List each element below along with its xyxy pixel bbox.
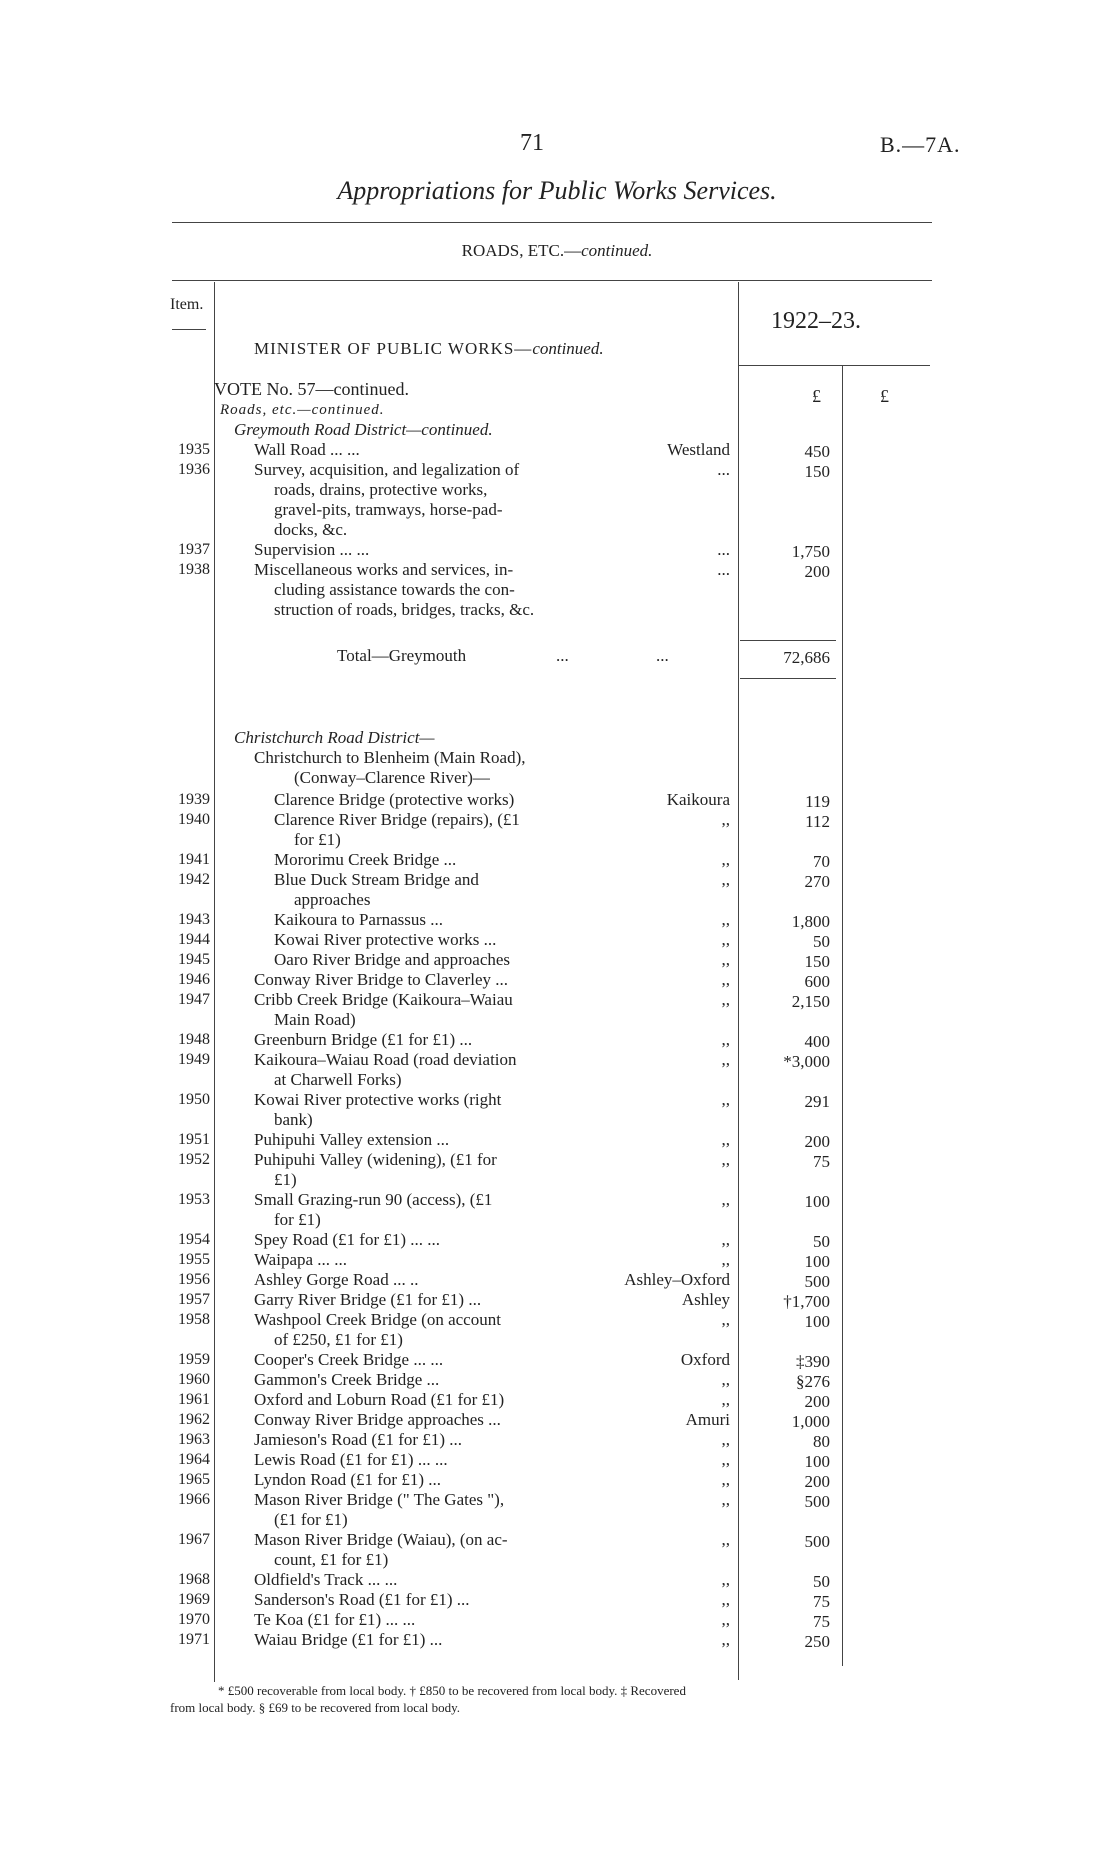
item-amount: 200 [804,562,830,581]
item-number: 1936 [178,461,210,478]
item-amount: ‡390 [796,1352,830,1371]
page-number: 71 [520,130,544,156]
year-header-rule [738,365,930,366]
item-amount: 600 [804,972,830,991]
item-location: ,, [721,1030,730,1049]
item-location: ,, [721,1390,730,1409]
item-description: Small Grazing-run 90 (access), (£1 [254,1190,493,1209]
item-location: ,, [721,1230,730,1249]
item-amount: 250 [804,1632,830,1651]
item-number: 1964 [178,1451,210,1468]
item-number: 1961 [178,1391,210,1408]
item-description: Kowai River protective works ... [274,930,497,949]
item-location: ,, [721,1630,730,1649]
footnotes-line-1: * £500 recoverable from local body. † £850 to be recovered from local body. ‡ Recovered [218,1683,686,1698]
item-column-header: Item. [170,296,204,313]
item-amount: 270 [804,872,830,891]
item-number: 1940 [178,811,210,828]
item-number: 1968 [178,1571,210,1588]
item-amount: 500 [804,1272,830,1291]
item-number: 1959 [178,1351,210,1368]
greymouth-total-rule-top [740,640,836,641]
item-description: Ashley Gorge Road ... .. [254,1270,419,1289]
item-description: Te Koa (£1 for £1) ... ... [254,1610,416,1629]
item-location: ,, [721,1150,730,1169]
minister-heading: MINISTER OF PUBLIC WORKS—continued. [254,339,604,358]
item-description: Jamieson's Road (£1 for £1) ... [254,1430,462,1449]
item-number: 1967 [178,1531,210,1548]
item-location: ,, [721,1430,730,1449]
item-location: ,, [721,1590,730,1609]
item-location: ,, [721,1370,730,1389]
item-number: 1954 [178,1231,210,1248]
item-description: Oxford and Loburn Road (£1 for £1) [254,1390,505,1409]
item-number: 1951 [178,1131,210,1148]
item-number: 1950 [178,1091,210,1108]
item-description: Miscellaneous works and services, in- [254,560,514,579]
item-description: Main Road) [274,1010,356,1029]
item-description: Washpool Creek Bridge (on account [254,1310,501,1329]
item-location: ,, [721,970,730,989]
item-amount: 100 [804,1312,830,1331]
item-description: Garry River Bridge (£1 for £1) ... [254,1290,482,1309]
item-amount: 2,150 [791,992,830,1011]
item-number: 1949 [178,1051,210,1068]
item-description: Oldfield's Track ... ... [254,1570,398,1589]
item-number: 1952 [178,1151,210,1168]
christchurch-district-heading: Christchurch Road District— [234,728,435,747]
page-title: Appropriations for Public Works Services. [337,176,777,205]
item-number: 1970 [178,1611,210,1628]
item-location: ... [717,540,730,559]
item-amount: 150 [804,462,830,481]
item-description: Lewis Road (£1 for £1) ... ... [254,1450,448,1469]
item-number: 1947 [178,991,210,1008]
item-location: ,, [721,1130,730,1149]
item-number: 1971 [178,1631,210,1648]
christchurch-route-subheading: (Conway–Clarence River)— [294,768,490,787]
item-description: (£1 for £1) [274,1510,348,1529]
currency-symbol-col2: £ [880,386,889,406]
item-amount: 1,000 [791,1412,830,1431]
item-location: ... [717,560,730,579]
item-location: ,, [721,1450,730,1469]
item-location: ,, [721,810,730,829]
greymouth-total-value: 72,686 [783,648,830,667]
item-number: 1955 [178,1251,210,1268]
item-amount: 75 [813,1612,830,1631]
item-description: for £1) [294,830,341,849]
greymouth-total-dots: ... [556,646,569,665]
item-amount: 1,800 [791,912,830,931]
item-description: Conway River Bridge approaches ... [254,1410,501,1429]
item-amount: 75 [813,1592,830,1611]
item-amount: †1,700 [783,1292,830,1311]
item-location: ,, [721,1530,730,1549]
greymouth-total-rule-bottom [740,678,836,679]
item-amount: 291 [804,1092,830,1111]
item-number: 1960 [178,1371,210,1388]
item-amount: 1,750 [791,542,830,561]
item-description: docks, &c. [274,520,348,539]
item-amount: 100 [804,1452,830,1471]
item-location: ,, [721,1250,730,1269]
item-description: gravel-pits, tramways, horse-pad- [274,500,503,519]
item-description: for £1) [274,1210,321,1229]
item-description: Spey Road (£1 for £1) ... ... [254,1230,441,1249]
table-top-rule [172,280,932,281]
item-number: 1965 [178,1471,210,1488]
item-description: Waiau Bridge (£1 for £1) ... [254,1630,443,1649]
item-number: 1941 [178,851,210,868]
item-amount: 112 [805,812,830,831]
item-description: Waipapa ... ... [254,1250,348,1269]
item-amount: 100 [804,1192,830,1211]
item-number: 1937 [178,541,210,558]
total-column-divider [842,366,843,1666]
item-location: ,, [721,930,730,949]
item-description: Oaro River Bridge and approaches [274,950,511,969]
item-number: 1946 [178,971,210,988]
item-number: 1963 [178,1431,210,1448]
item-location: Westland [667,440,730,459]
amount-column-divider [738,282,739,1680]
item-description: Cribb Creek Bridge (Kaikoura–Waiau [254,990,513,1009]
item-description: at Charwell Forks) [274,1070,402,1089]
item-location: ,, [721,870,730,889]
item-number: 1966 [178,1491,210,1508]
item-description: Lyndon Road (£1 for £1) ... [254,1470,441,1489]
item-number: 1938 [178,561,210,578]
item-number: 1945 [178,951,210,968]
section-title: ROADS, ETC.—continued. [461,241,653,260]
item-description: Blue Duck Stream Bridge and [274,870,479,889]
item-amount: 50 [813,1232,830,1251]
item-amount: 80 [813,1432,830,1451]
document-reference: B.—7A. [880,132,961,157]
item-amount: 450 [804,442,830,461]
item-description: Mason River Bridge (" The Gates "), [254,1490,505,1509]
item-description: of £250, £1 for £1) [274,1330,403,1349]
item-number: 1969 [178,1591,210,1608]
currency-symbol-col1: £ [812,386,821,406]
item-amount: 75 [813,1152,830,1171]
item-amount: 50 [813,932,830,951]
item-location: ,, [721,990,730,1009]
greymouth-total-dots2: ... [656,646,669,665]
item-number: 1953 [178,1191,210,1208]
item-description: Sanderson's Road (£1 for £1) ... [254,1590,470,1609]
item-number: 1957 [178,1291,210,1308]
item-amount: 200 [804,1392,830,1411]
item-description: Kaikoura to Parnassus ... [274,910,444,929]
item-amount: 50 [813,1572,830,1591]
item-column-divider [214,282,215,1682]
footnotes-line-2: from local body. § £69 to be recovered from local body. [170,1700,460,1715]
item-description: Conway River Bridge to Claverley ... [254,970,509,989]
item-number: 1962 [178,1411,210,1428]
item-amount: 200 [804,1472,830,1491]
item-description: approaches [294,890,371,909]
item-location: Ashley–Oxford [624,1270,730,1289]
item-description: Clarence Bridge (protective works) [274,790,515,809]
item-description: Puhipuhi Valley extension ... [254,1130,450,1149]
item-description: Survey, acquisition, and legalization of [254,460,520,479]
item-description: Greenburn Bridge (£1 for £1) ... [254,1030,473,1049]
item-description: Wall Road ... ... [254,440,360,459]
item-description: count, £1 for £1) [274,1550,389,1569]
item-location: ,, [721,1090,730,1109]
item-description: cluding assistance towards the con- [274,580,515,599]
item-location: ,, [721,1470,730,1489]
item-description: Clarence River Bridge (repairs), (£1 [274,810,520,829]
item-number: 1948 [178,1031,210,1048]
item-number: 1956 [178,1271,210,1288]
item-description: Puhipuhi Valley (widening), (£1 for [254,1150,497,1169]
year-column-header: 1922–23. [771,308,861,334]
item-number: 1944 [178,931,210,948]
greymouth-total-label: Total—Greymouth [337,646,467,665]
item-location: Ashley [681,1290,730,1309]
item-location: Kaikoura [666,790,730,809]
item-amount: 200 [804,1132,830,1151]
vote-heading: VOTE No. 57—continued. [214,379,409,399]
item-description: Mason River Bridge (Waiau), (on ac- [254,1530,508,1549]
greymouth-district-heading: Greymouth Road District—continued. [234,420,493,439]
item-amount: 500 [804,1532,830,1551]
item-description: Kowai River protective works (right [254,1090,502,1109]
item-amount: 500 [804,1492,830,1511]
item-location: Oxford [680,1350,730,1369]
title-rule [172,222,932,223]
item-number: 1958 [178,1311,210,1328]
roads-heading: Roads, etc.—continued. [220,402,385,418]
item-description: Supervision ... ... [254,540,370,559]
item-number: 1939 [178,791,210,808]
item-location: ,, [721,910,730,929]
item-number: 1942 [178,871,210,888]
item-location: ... [717,460,730,479]
christchurch-route-heading: Christchurch to Blenheim (Main Road), [254,748,526,767]
item-amount: 100 [804,1252,830,1271]
item-location: ,, [721,1050,730,1069]
item-location: ,, [721,950,730,969]
item-description: Kaikoura–Waiau Road (road deviation [254,1050,517,1069]
item-amount: *3,000 [783,1052,830,1071]
item-description: Mororimu Creek Bridge ... [274,850,457,869]
item-amount: 400 [804,1032,830,1051]
item-location: ,, [721,850,730,869]
item-location: ,, [721,1570,730,1589]
item-number: 1935 [178,441,210,458]
item-description: Gammon's Creek Bridge ... [254,1370,440,1389]
item-description: Cooper's Creek Bridge ... ... [254,1350,444,1369]
item-location: Amuri [685,1410,730,1429]
item-location: ,, [721,1610,730,1629]
item-amount: §276 [796,1372,830,1391]
item-location: ,, [721,1310,730,1329]
item-description: bank) [274,1110,313,1129]
item-number: 1943 [178,911,210,928]
item-description: struction of roads, bridges, tracks, &c. [274,600,535,619]
item-location: ,, [721,1490,730,1509]
item-amount: 119 [805,792,830,811]
item-location: ,, [721,1190,730,1209]
item-amount: 150 [804,952,830,971]
item-description: £1) [274,1170,297,1189]
item-amount: 70 [813,852,830,871]
item-description: roads, drains, protective works, [274,480,488,499]
item-header-rule [172,329,206,330]
